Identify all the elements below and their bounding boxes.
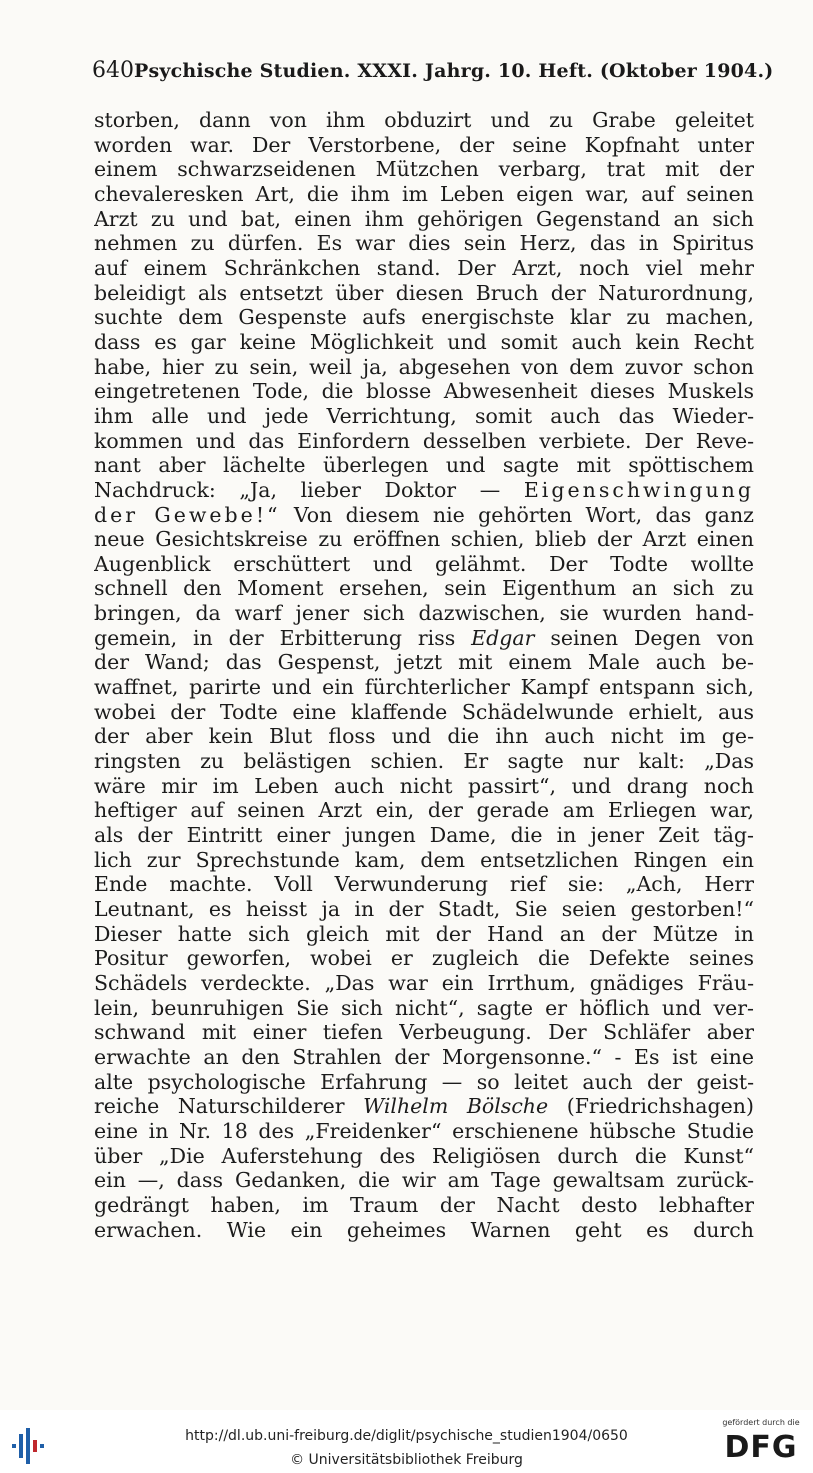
text-line: heftiger auf seinen Arzt ein, der gerade am Erliegen war, <box>94 798 754 823</box>
text-segment: reiche Naturschilderer <box>94 1094 345 1119</box>
footer-bar <box>0 1410 813 1473</box>
text-line: wäre mir im Leben auch nicht passirt“, und drang noch <box>94 773 754 798</box>
text-line: als der Eintritt einer jungen Dame, die in jener Zeit täg- <box>94 823 754 848</box>
text-line: Leutnant, es heisst ja in der Stadt, Sie seien gestorben!“ <box>94 897 754 921</box>
text-segment: seinen Degen von <box>550 625 754 650</box>
text-line: eingetretenen Tode, die blosse Abwesenheit dieses Muskels <box>94 379 754 404</box>
text-line: ein —, dass Gedanken, die wir am Tage gewaltsam zurück- <box>94 1168 754 1193</box>
text-segment: Nachdruck: „Ja, lieber Doktor — <box>94 477 501 502</box>
text-line: Schädels verdeckte. „Das war ein Irrthum, gnädiges Fräu- <box>94 970 754 995</box>
text-line: habe, hier zu sein, weil ja, abgesehen von dem zuvor schon <box>94 354 754 379</box>
text-line: ringsten zu belästigen schien. Er sagte nur kalt: „Das <box>94 749 754 774</box>
italic-name: Wilhelm Bölsche <box>363 1094 549 1119</box>
running-title: Psychische Studien. XXXI. Jahrg. 10. Heft. (Oktober 1904.) <box>134 60 774 82</box>
text-line: Arzt zu und bat, einen ihm gehörigen Gegenstand an sich <box>94 206 754 231</box>
italic-name: Edgar <box>471 625 535 650</box>
text-line: Ende machte. Voll Verwunderung rief sie: „Ach, Herr <box>94 872 754 897</box>
text-line: beleidigt als entsetzt über diesen Bruch der Naturordnung, <box>94 280 754 305</box>
text-segment: (Friedrichshagen) <box>566 1094 754 1119</box>
text-line: waffnet, parirte und ein fürchterlicher Kampf entspann sich, <box>94 675 754 700</box>
text-line: auf einem Schränkchen stand. Der Arzt, noch viel mehr <box>94 255 754 280</box>
text-line: lich zur Sprechstunde kam, dem entsetzlichen Ringen ein <box>94 847 754 872</box>
text-line: gedrängt haben, im Traum der Nacht desto lebhafter <box>94 1192 754 1217</box>
text-line: über „Die Auferstehung des Religiösen durch die Kunst“ <box>94 1143 754 1168</box>
text-line: worden war. Der Verstorbene, der seine Kopfnaht unter <box>94 132 754 157</box>
text-line: bringen, da warf jener sich dazwischen, sie wurden hand- <box>94 601 754 626</box>
page-number: 640 <box>92 58 134 83</box>
text-segment: gemein, in der Erbitterung riss <box>94 625 456 650</box>
dfg-mark: DFG <box>724 1430 798 1465</box>
text-line: neue Gesichtskreise zu eröffnen schien, blieb der Arzt einen <box>94 527 754 552</box>
text-line: eine in Nr. 18 des „Freidenker“ erschienene hübsche Studie <box>94 1118 754 1143</box>
text-line: wobei der Todte eine klaffende Schädelwunde erhielt, aus <box>94 699 754 724</box>
dfg-logo <box>716 1418 806 1470</box>
text-line: schnell den Moment ersehen, sein Eigenthum an sich zu <box>94 576 754 601</box>
text-line <box>94 478 754 503</box>
text-line: einem schwarzseidenen Mützchen verbarg, trat mit der <box>94 157 754 182</box>
text-line: ihm alle und jede Verrichtung, somit auch das Wieder- <box>94 403 754 428</box>
body-text <box>94 108 754 1242</box>
text-line: kommen und das Einfordern desselben verbiete. Der Reve- <box>94 428 754 453</box>
text-line: alte psychologische Erfahrung — so leitet auch der geist- <box>94 1069 754 1094</box>
document-url[interactable]: http://dl.ub.uni-freiburg.de/diglit/psychische_studien1904/0650 <box>185 1428 628 1444</box>
text-line: suchte dem Gespenste aufs energischste klar zu machen, <box>94 305 754 330</box>
text-line: der Wand; das Gespenst, jetzt mit einem Male auch be- <box>94 650 754 675</box>
spaced-emphasis: der Gewebe!“ <box>94 502 281 527</box>
text-line: lein, beunruhigen Sie sich nicht“, sagte er höflich und ver- <box>94 995 754 1020</box>
text-line: erwachte an den Strahlen der Morgensonne.“ - Es ist eine <box>94 1044 754 1069</box>
text-line: der aber kein Blut floss und die ihn auch nicht im ge- <box>94 724 754 749</box>
text-segment: Von diesem nie gehörten Wort, das ganz <box>293 502 754 527</box>
text-line: schwand mit einer tiefen Verbeugung. Der Schläfer aber <box>94 1020 754 1045</box>
text-line <box>94 503 754 528</box>
text-line: nehmen zu dürfen. Es war dies sein Herz, das in Spiritus <box>94 231 754 256</box>
copyright-notice: © Universitätsbibliothek Freiburg <box>290 1452 523 1468</box>
spaced-emphasis: Eigenschwingung <box>523 477 754 502</box>
text-line: nant aber lächelte überlegen und sagte mit spöttischem <box>94 453 754 478</box>
text-line: Positur geworfen, wobei er zugleich die Defekte seines <box>94 946 754 971</box>
text-line: storben, dann von ihm obduzirt und zu Grabe geleitet <box>94 108 754 132</box>
text-line: Dieser hatte sich gleich mit der Hand an der Mütze in <box>94 921 754 946</box>
text-line: dass es gar keine Möglichkeit und somit auch kein Recht <box>94 329 754 354</box>
text-line: chevaleresken Art, die ihm im Leben eigen war, auf seinen <box>94 181 754 206</box>
text-line <box>94 626 754 651</box>
text-line: Augenblick erschüttert und gelähmt. Der Todte wollte <box>94 551 754 576</box>
text-line <box>94 1094 754 1119</box>
running-header <box>92 58 774 83</box>
text-line: erwachen. Wie ein geheimes Warnen geht es durch <box>94 1217 754 1242</box>
dfg-caption: gefördert durch die <box>722 1418 800 1427</box>
